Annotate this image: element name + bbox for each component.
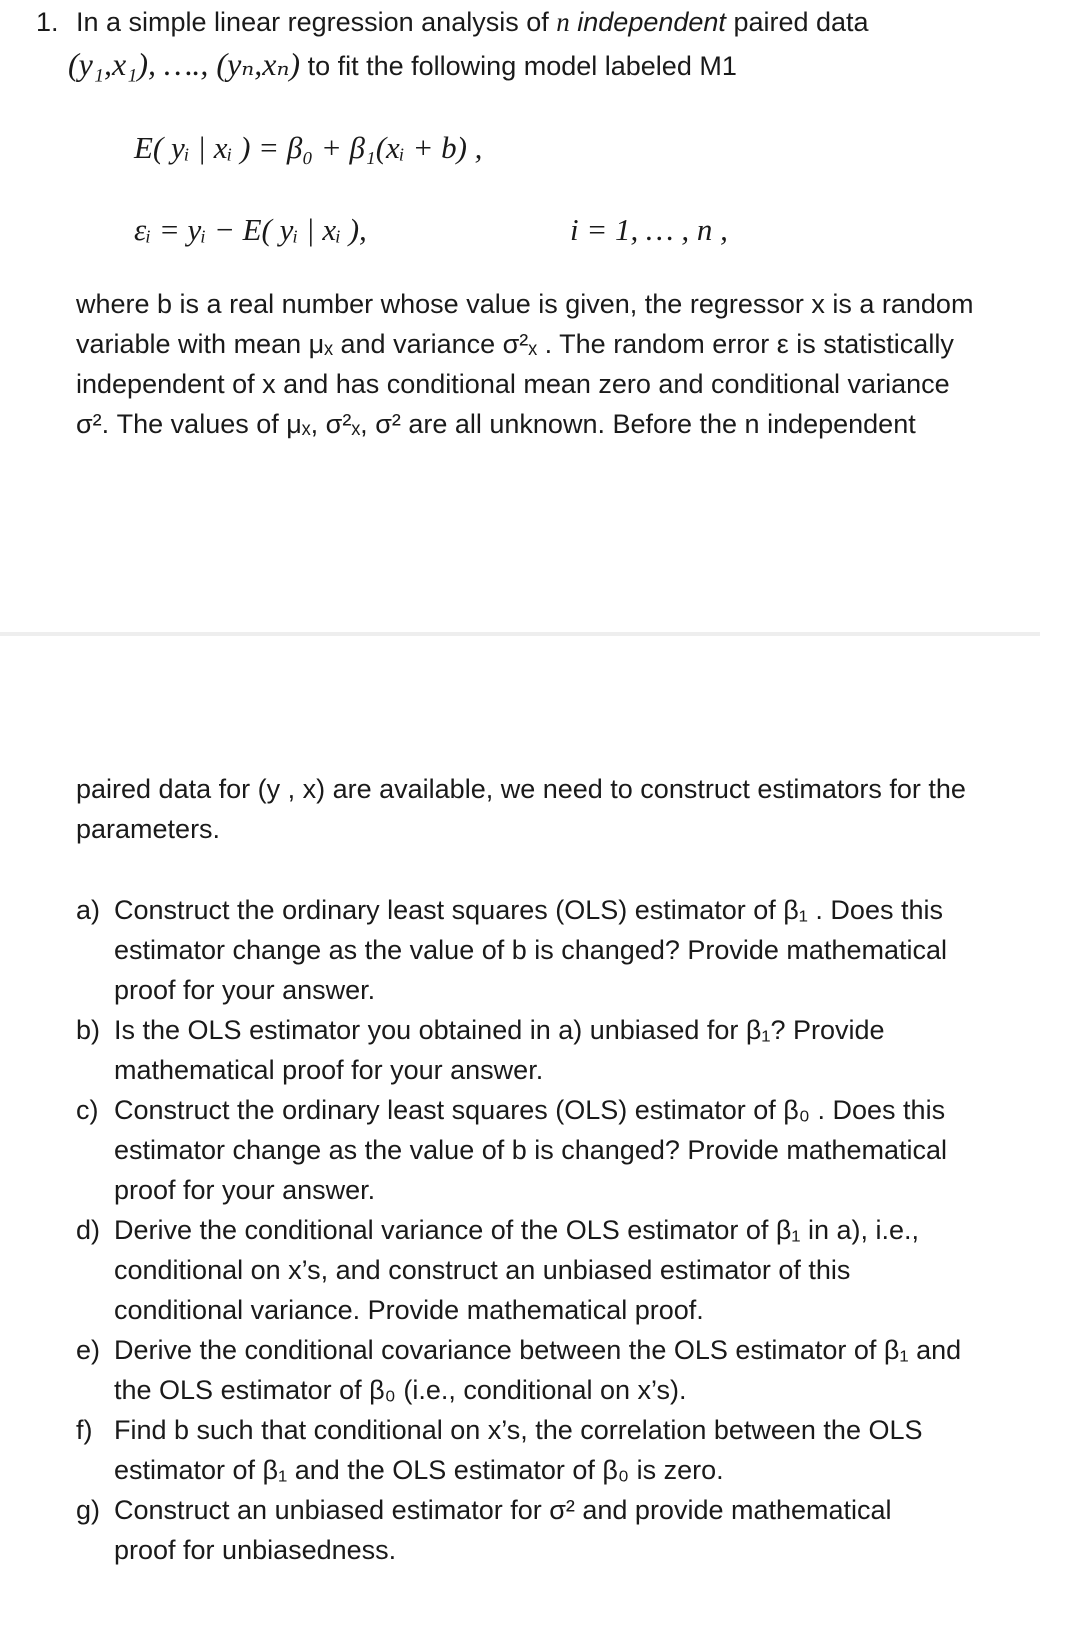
continued-line-1: paired data for (y , x) are available, we need to construct estimators for the bbox=[76, 774, 966, 804]
question-b-line-2: mathematical proof for your answer. bbox=[114, 1055, 544, 1085]
question-f-line-2: estimator of β₁ and the OLS estimator of β₀ is zero. bbox=[114, 1455, 724, 1485]
question-c-line-1: Construct the ordinary least squares (OLS) estimator of β₀ . Does this bbox=[114, 1095, 946, 1125]
intro-text-2: to fit the following model labeled bbox=[307, 51, 692, 81]
question-e-line-1: Derive the conditional covariance between the OLS estimator of β₁ and bbox=[114, 1335, 962, 1365]
intro-text-1b: paired data bbox=[733, 7, 869, 37]
question-d-line-3: conditional variance. Provide mathematical proof. bbox=[114, 1295, 704, 1325]
question-c-label: c) bbox=[76, 1095, 99, 1125]
question-c-line-3: proof for your answer. bbox=[114, 1175, 376, 1205]
intro-line-2 bbox=[68, 46, 737, 84]
model-label: M1 bbox=[699, 51, 737, 81]
question-a-label: a) bbox=[76, 895, 101, 925]
problem-number: 1. bbox=[36, 7, 59, 37]
question-f-line-1: Find b such that conditional on x’s, the correlation between the OLS bbox=[114, 1415, 923, 1445]
intro-text-1a: In a simple linear regression analysis of bbox=[76, 7, 549, 37]
where-line-2: variable with mean μₓ and variance σ²ₓ . The random error ε is statistically bbox=[76, 329, 954, 359]
page-2 bbox=[0, 636, 1078, 1630]
page-1 bbox=[0, 0, 1078, 632]
question-b-line-1: Is the OLS estimator you obtained in a) unbiased for β₁? Provide bbox=[114, 1015, 885, 1045]
question-b-label: b) bbox=[76, 1015, 101, 1045]
equation-mean: E( yᵢ | xᵢ ) = β₀ + β₁(xᵢ + b) , bbox=[134, 130, 483, 165]
question-a-line-3: proof for your answer. bbox=[114, 975, 376, 1005]
question-e-line-2: the OLS estimator of β₀ (i.e., conditional on x’s). bbox=[114, 1375, 687, 1405]
question-c-line-2: estimator change as the value of b is changed? Provide mathematical bbox=[114, 1135, 947, 1165]
where-line-3: independent of x and has conditional mean zero and conditional variance bbox=[76, 369, 950, 399]
equation-index: i = 1, … , n , bbox=[570, 212, 728, 247]
question-d-label: d) bbox=[76, 1215, 101, 1245]
question-g-label: g) bbox=[76, 1495, 101, 1525]
intro-line-1 bbox=[76, 4, 869, 40]
question-a-line-2: estimator change as the value of b is changed? Provide mathematical bbox=[114, 935, 947, 965]
question-e-label: e) bbox=[76, 1335, 101, 1365]
var-n: n bbox=[556, 7, 570, 37]
where-line-1: where b is a real number whose value is given, the regressor x is a random bbox=[76, 289, 974, 319]
independent-word: independent bbox=[577, 7, 726, 37]
pairs-expression: (y₁,x₁), …., (yₙ,xₙ) bbox=[68, 46, 301, 82]
question-d-line-2: conditional on x’s, and construct an unbiased estimator of this bbox=[114, 1255, 851, 1285]
where-line-4: σ². The values of μₓ, σ²ₓ, σ² are all unknown. Before the n independent bbox=[76, 409, 916, 439]
equation-error: εᵢ = yᵢ − E( yᵢ | xᵢ ), bbox=[134, 212, 367, 247]
question-d-line-1: Derive the conditional variance of the OLS estimator of β₁ in a), i.e., bbox=[114, 1215, 920, 1245]
continued-line-2: parameters. bbox=[76, 814, 221, 844]
question-a-line-1: Construct the ordinary least squares (OLS) estimator of β₁ . Does this bbox=[114, 895, 943, 925]
question-g-line-2: proof for unbiasedness. bbox=[114, 1535, 397, 1565]
question-f-label: f) bbox=[76, 1415, 93, 1445]
question-g-line-1: Construct an unbiased estimator for σ² and provide mathematical bbox=[114, 1495, 892, 1525]
